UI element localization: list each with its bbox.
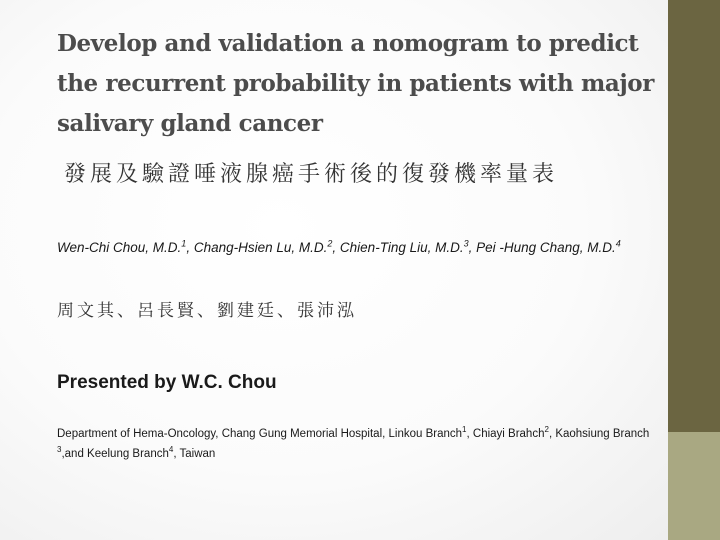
author-list [57,236,657,260]
affiliation-part: Department of Hema-Oncology, Chang Gung Memorial Hospital, Linkou Branch [57,428,463,440]
affiliation-mark: 1 [462,425,467,435]
affiliation-part: , Chiayi Brahch [466,428,545,440]
author-separator: , [332,240,340,255]
slide-title: Develop and validation a nomogram to predict the recurrent probability in patients with major salivary gland cancer [57,30,654,137]
affiliation-part: , Kaohsiung Branch [548,428,650,440]
affiliation-mark: 4 [168,445,174,455]
author-affiliation-mark: 4 [615,238,621,249]
affiliation-mark: 2 [544,425,549,435]
slide-title-chinese: 發展及驗證唾液腺癌手術後的復發機率量表 [64,162,559,187]
author-affiliation-mark: 3 [463,238,469,249]
author-separator: , [186,240,194,255]
presenter-line: Presented by W.C. Chou [57,372,277,393]
affiliation-part: , Taiwan [173,448,216,460]
author-affiliation-mark: 1 [181,238,187,249]
author-affiliation-mark: 2 [327,238,333,249]
author-name: Chang-Hsien Lu, M.D. [193,240,328,255]
author-name: Chien-Ting Liu, M.D. [339,240,464,255]
sidebar-accent-dark [668,0,720,432]
affiliation-text [57,424,657,464]
author-separator: , [468,240,477,255]
author-list-chinese: 周文其、呂長賢、劉建廷、張沛泓 [57,301,357,321]
affiliation-part: ,and Keelung Branch [61,448,169,460]
author-name: Wen-Chi Chou, M.D. [57,240,182,255]
sidebar-accent-light [668,432,720,540]
affiliation-mark: 3 [57,445,62,455]
author-name: Pei -Hung Chang, M.D. [476,240,616,255]
